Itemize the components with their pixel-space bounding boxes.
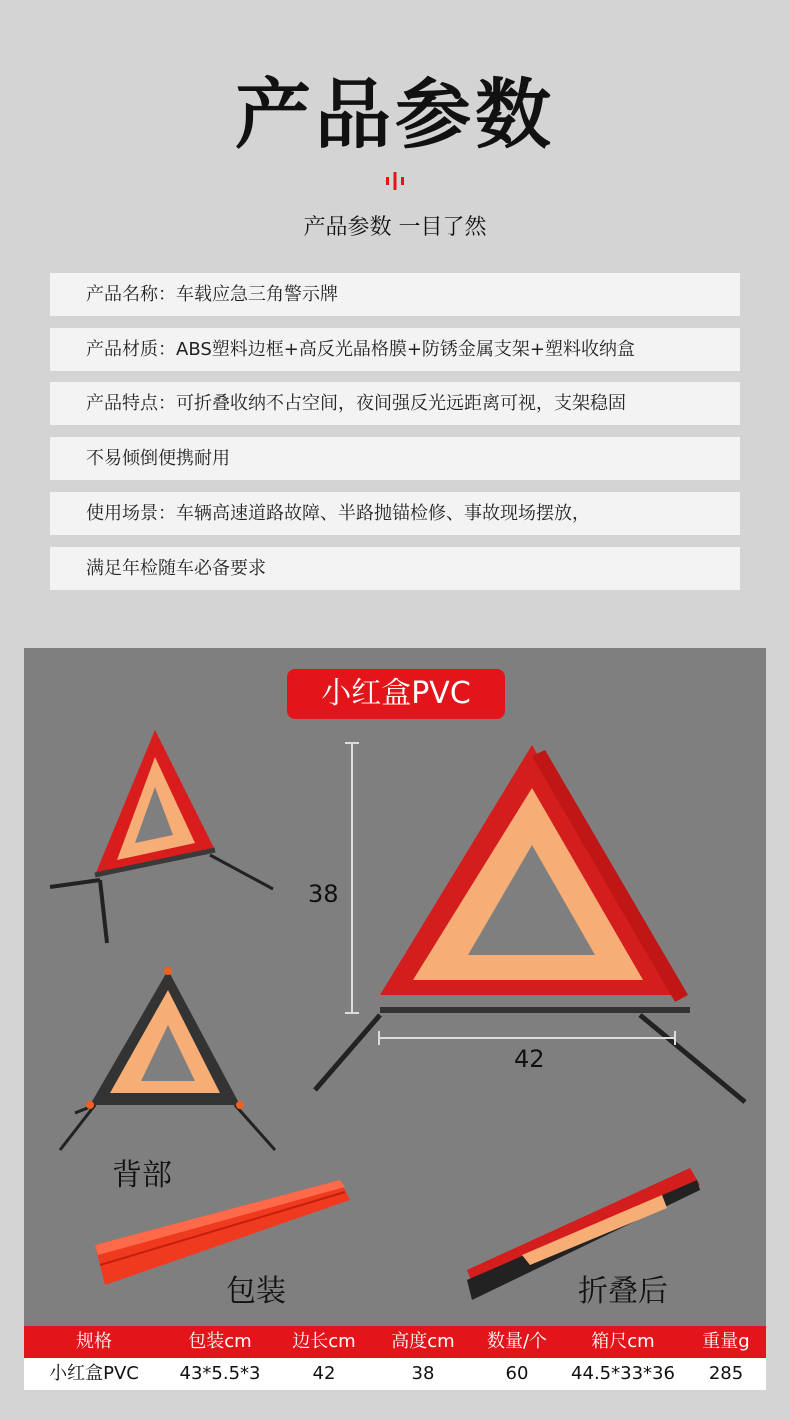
spec-header-height: 高度cm [391, 1331, 455, 1352]
spec-header-carton: 箱尺cm [591, 1331, 655, 1352]
small-triangle-back-image [55, 965, 285, 1160]
spec-table-header [24, 1326, 766, 1358]
page-subtitle: 产品参数 一目了然 [303, 215, 487, 240]
width-dimension-label: 42 [514, 1045, 545, 1073]
spec-cell-side: 42 [312, 1363, 336, 1384]
param-row-features-cont: 不易倾倒便携耐用 [50, 437, 740, 480]
small-triangle-front-image [45, 725, 280, 955]
back-view-caption: 背部 [112, 1158, 172, 1193]
height-dimension-label: 38 [308, 880, 339, 908]
folded-caption: 折叠后 [578, 1274, 668, 1309]
spec-header-model: 规格 [76, 1331, 112, 1352]
spec-header-quantity: 数量/个 [486, 1331, 548, 1352]
spec-cell-model: 小红盒PVC [49, 1363, 139, 1384]
param-row-usage-cont: 满足年检随车必备要求 [50, 547, 740, 590]
spec-cell-weight: 285 [708, 1363, 744, 1384]
param-row-material: 产品材质：ABS塑料边框+高反光晶格膜+防锈金属支架+塑料收纳盒 [50, 328, 740, 371]
spec-table-row [24, 1358, 766, 1390]
spec-header-package: 包装cm [188, 1331, 252, 1352]
spec-header-side: 边长cm [292, 1331, 356, 1352]
page-title: 产品参数 [235, 70, 555, 159]
height-dimension-line [345, 742, 359, 1014]
package-box-image [95, 1175, 355, 1295]
pvc-badge: 小红盒PVC [287, 669, 505, 719]
spec-table [24, 1326, 766, 1390]
spec-cell-carton: 44.5*33*36 [571, 1363, 675, 1384]
width-dimension-line [378, 1031, 676, 1045]
spec-cell-package: 43*5.5*3 [179, 1363, 261, 1384]
param-row-name: 产品名称：车载应急三角警示牌 [50, 273, 740, 316]
title-accent-icon [383, 170, 407, 192]
spec-cell-height: 38 [411, 1363, 435, 1384]
spec-header-weight: 重量g [702, 1331, 750, 1352]
spec-cell-quantity: 60 [505, 1363, 529, 1384]
param-row-features: 产品特点：可折叠收纳不占空间，夜间强反光远距离可视，支架稳固 [50, 382, 740, 425]
package-caption: 包装 [226, 1274, 286, 1309]
param-row-usage: 使用场景：车辆高速道路故障、半路抛锚检修、事故现场摆放， [50, 492, 740, 535]
